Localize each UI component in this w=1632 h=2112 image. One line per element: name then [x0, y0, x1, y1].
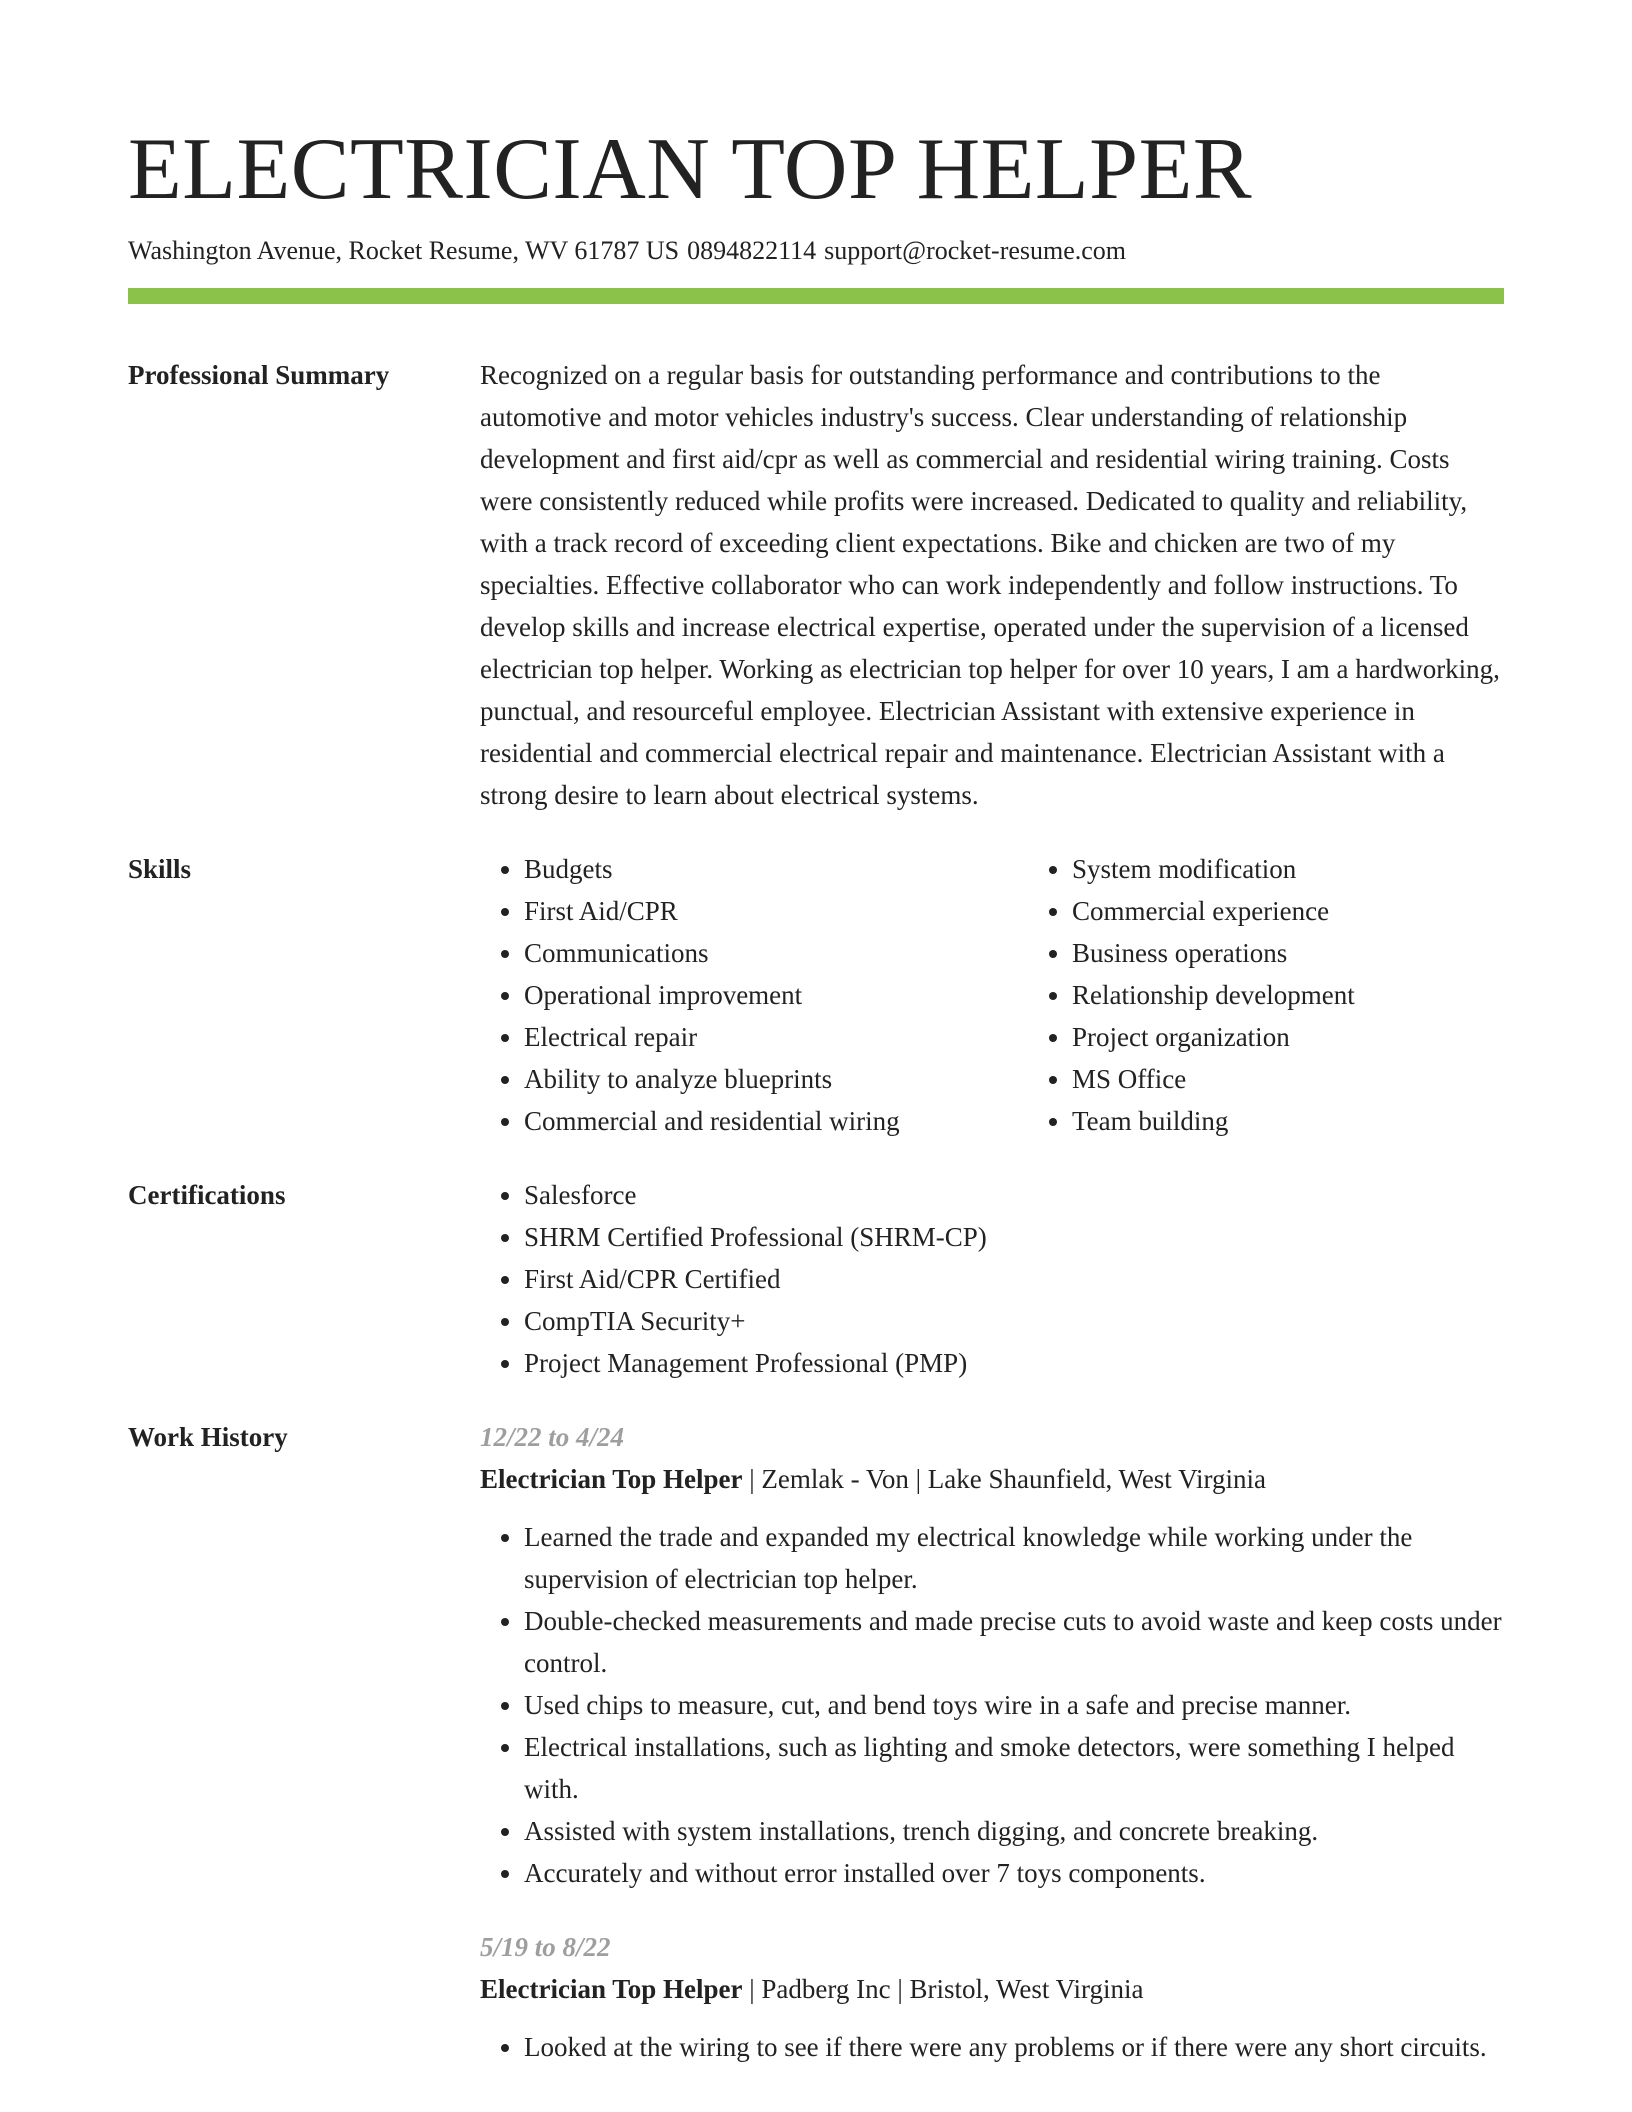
- contact-email[interactable]: support@rocket-resume.com: [824, 236, 1127, 265]
- contact-line: [128, 234, 1504, 268]
- certifications-body: [480, 1174, 1504, 1384]
- skills-label: Skills: [128, 854, 192, 884]
- skill-item: • Project organization: [1072, 1016, 1576, 1058]
- job-title-line: [480, 1968, 1504, 2010]
- skill-item: • Relationship development: [1072, 974, 1576, 1016]
- skill-item: • Commercial and residential wiring: [524, 1100, 1028, 1142]
- certifications-section: [128, 1174, 1504, 1384]
- summary-body: [480, 354, 1504, 816]
- job-details: | Padberg Inc | Bristol, West Virginia: [742, 1974, 1144, 2004]
- job-dates: 5/19 to 8/22: [480, 1932, 611, 1962]
- resume-name: ELECTRICIAN TOP HELPER: [128, 121, 1253, 218]
- job-bullet: • Double-checked measurements and made precise cuts to avoid waste and keep costs under control.: [524, 1600, 1504, 1684]
- certification-item: • SHRM Certified Professional (SHRM-CP): [524, 1216, 1504, 1258]
- work-history-label: Work History: [128, 1422, 288, 1452]
- job-bullets: [480, 2026, 1504, 2068]
- certification-item: • Salesforce: [524, 1174, 1504, 1216]
- skill-item: • Ability to analyze blueprints: [524, 1058, 1028, 1100]
- skill-item: • First Aid/CPR: [524, 890, 1028, 932]
- job-bullet: • Electrical installations, such as lighting and smoke detectors, were something I helped with.: [524, 1726, 1504, 1810]
- job-entry: [480, 1416, 1504, 1894]
- work-history-section: [128, 1416, 1504, 2068]
- job-bullet: • Assisted with system installations, trench digging, and concrete breaking.: [524, 1810, 1504, 1852]
- skill-item: • System modification: [1072, 848, 1576, 890]
- skill-item: • Budgets: [524, 848, 1028, 890]
- job-bullet: • Used chips to measure, cut, and bend toys wire in a safe and precise manner.: [524, 1684, 1504, 1726]
- certification-item: • First Aid/CPR Certified: [524, 1258, 1504, 1300]
- work-history-body: [480, 1416, 1504, 2068]
- skills-body: [480, 848, 1576, 1142]
- contact-address: Washington Avenue, Rocket Resume, WV 61787 US: [128, 236, 680, 265]
- contact-phone: 0894822114: [687, 236, 817, 265]
- skill-item: • Team building: [1072, 1100, 1576, 1142]
- certification-item: • Project Management Professional (PMP): [524, 1342, 1504, 1384]
- certifications-label: Certifications: [128, 1180, 286, 1210]
- job-dates: 12/22 to 4/24: [480, 1422, 625, 1452]
- resume-page: [128, 120, 1504, 2068]
- skill-item: • Operational improvement: [524, 974, 1028, 1016]
- skills-column-1: [480, 848, 1028, 1142]
- job-bullets: [480, 1516, 1504, 1894]
- job-entry: [480, 1926, 1504, 2068]
- summary-text: Recognized on a regular basis for outstanding performance and contributions to the automotive and motor vehicles industry's success. Clear understanding of relationship development and first aid/cpr as well as commercial and residential wiring training. Costs were consistently reduced while profits were increased. Dedicated to quality and reliability, with a track record of exceeding client expectations. Bike and chicken are two of my specialties. Effective collaborator who can work independently and follow instructions. To develop skills and increase electrical expertise, operated under the supervision of a licensed electrician top helper. Working as electrician top helper for over 10 years, I am a hardworking, punctual, and resourceful employee. Electrician Assistant with extensive experience in residential and commercial electrical repair and maintenance. Electrician Assistant with a strong desire to learn about electrical systems.: [480, 360, 1500, 810]
- certifications-list: [480, 1174, 1504, 1384]
- summary-label: Professional Summary: [128, 360, 390, 390]
- skill-item: • Commercial experience: [1072, 890, 1576, 932]
- job-title: Electrician Top Helper: [480, 1974, 743, 2004]
- job-title: Electrician Top Helper: [480, 1464, 743, 1494]
- certification-item: • CompTIA Security+: [524, 1300, 1504, 1342]
- job-bullet: • Looked at the wiring to see if there were any problems or if there were any short circuits.: [524, 2026, 1504, 2068]
- skills-column-2: [1028, 848, 1576, 1142]
- job-title-line: [480, 1458, 1504, 1500]
- summary-section: [128, 354, 1504, 816]
- skills-section: [128, 848, 1504, 1142]
- skill-item: • MS Office: [1072, 1058, 1576, 1100]
- job-bullet: • Learned the trade and expanded my electrical knowledge while working under the supervision of electrician top helper.: [524, 1516, 1504, 1600]
- skill-item: • Communications: [524, 932, 1028, 974]
- skill-item: • Business operations: [1072, 932, 1576, 974]
- job-details: | Zemlak - Von | Lake Shaunfield, West Virginia: [742, 1464, 1266, 1494]
- accent-divider: [128, 288, 1504, 304]
- job-bullet: • Accurately and without error installed over 7 toys components.: [524, 1852, 1504, 1894]
- skill-item: • Electrical repair: [524, 1016, 1028, 1058]
